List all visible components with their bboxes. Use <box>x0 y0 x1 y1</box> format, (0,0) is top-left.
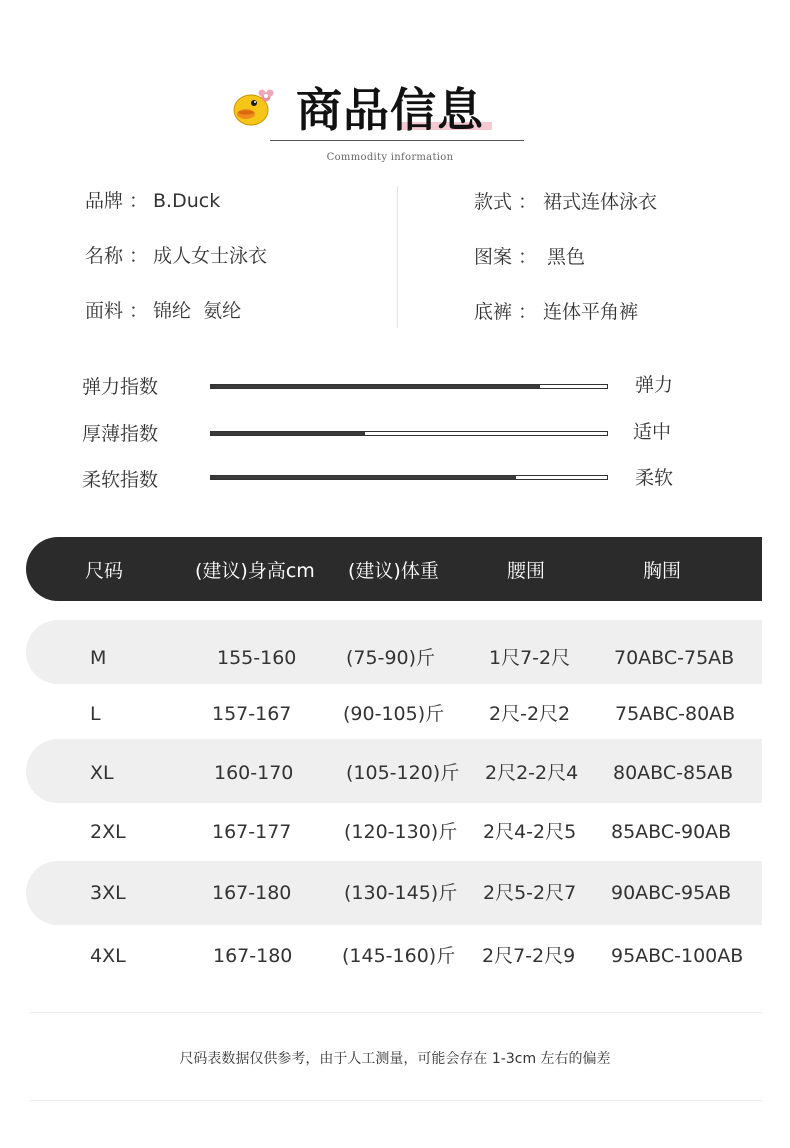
brand-value: B.Duck <box>153 190 221 212</box>
header-size: 尺码 <box>85 560 124 582</box>
table-cell-weight: (105-120)斤 <box>346 762 460 784</box>
bottom-label: 底裤 ： <box>474 301 538 323</box>
thickness-index-fill <box>211 432 365 435</box>
table-cell-weight: (75-90)斤 <box>346 647 436 669</box>
table-cell-waist: 2尺5-2尺7 <box>483 882 577 904</box>
header-bust: 胸围 <box>643 560 682 582</box>
thickness-index-value: 适中 <box>633 421 672 443</box>
thickness-index-label: 厚薄指数 <box>82 423 159 445</box>
header-height: (建议)身高cm <box>195 560 315 582</box>
softness-index-label: 柔软指数 <box>82 469 159 491</box>
elasticity-index-value: 弹力 <box>635 374 674 396</box>
style-value: 裙式连体泳衣 <box>543 191 658 213</box>
pattern-label: 图案 ： <box>474 246 538 268</box>
note-bottom-divider <box>30 1100 762 1101</box>
elasticity-index-fill <box>211 385 540 388</box>
table-cell-bust: 85ABC-90AB <box>611 821 732 843</box>
table-cell-waist: 1尺7-2尺 <box>489 647 571 669</box>
name-value: 成人女士泳衣 <box>153 245 268 267</box>
table-cell-height: 160-170 <box>214 762 294 784</box>
pattern-value: 黑色 <box>547 246 586 268</box>
table-cell-size: 4XL <box>90 945 126 967</box>
table-cell-height: 167-177 <box>212 821 292 843</box>
elasticity-index-label: 弹力指数 <box>82 376 159 398</box>
page-subtitle: Commodity information <box>326 152 454 163</box>
measurement-note: 尺码表数据仅供参考，由于人工测量，可能会存在 1-3cm 左右的偏差 <box>179 1051 611 1067</box>
table-cell-size: L <box>90 703 101 725</box>
note-top-divider <box>30 1012 762 1013</box>
table-cell-size: 3XL <box>90 882 126 904</box>
table-cell-height: 167-180 <box>213 945 293 967</box>
table-cell-height: 167-180 <box>212 882 292 904</box>
table-cell-weight: (90-105)斤 <box>343 703 445 725</box>
table-cell-height: 157-167 <box>212 703 292 725</box>
table-cell-waist: 2尺7-2尺9 <box>482 945 576 967</box>
table-cell-bust: 95ABC-100AB <box>611 945 744 967</box>
elasticity-index-bar <box>210 384 608 389</box>
fabric-label: 面料 ： <box>85 300 149 322</box>
table-cell-weight: (130-145)斤 <box>344 882 458 904</box>
table-cell-bust: 90ABC-95AB <box>611 882 732 904</box>
table-cell-bust: 80ABC-85AB <box>613 762 734 784</box>
table-cell-weight: (145-160)斤 <box>342 945 456 967</box>
table-cell-height: 155-160 <box>217 647 297 669</box>
fabric-value: 锦纶 氨纶 <box>153 300 242 322</box>
table-cell-waist: 2尺-2尺2 <box>489 703 571 725</box>
table-cell-size: M <box>90 647 107 669</box>
info-divider <box>397 186 398 328</box>
header-waist: 腰围 <box>507 560 546 582</box>
bottom-value: 连体平角裤 <box>543 301 639 323</box>
brand-label: 品牌 ： <box>85 190 149 212</box>
header-weight: (建议)体重 <box>348 560 439 582</box>
style-label: 款式 ： <box>474 191 538 213</box>
softness-index-fill <box>211 476 516 479</box>
table-cell-bust: 70ABC-75AB <box>614 647 735 669</box>
name-label: 名称 ： <box>85 245 149 267</box>
table-cell-waist: 2尺4-2尺5 <box>483 821 577 843</box>
softness-index-value: 柔软 <box>635 467 674 489</box>
softness-index-bar <box>210 475 608 480</box>
table-cell-weight: (120-130)斤 <box>344 821 458 843</box>
thickness-index-bar <box>210 431 608 436</box>
title-underline <box>270 140 524 141</box>
table-cell-size: 2XL <box>90 821 126 843</box>
table-cell-bust: 75ABC-80AB <box>615 703 736 725</box>
page-title: 商品信息 <box>296 83 484 137</box>
table-cell-waist: 2尺2-2尺4 <box>485 762 579 784</box>
duck-logo-icon <box>232 88 274 128</box>
table-cell-size: XL <box>90 762 114 784</box>
